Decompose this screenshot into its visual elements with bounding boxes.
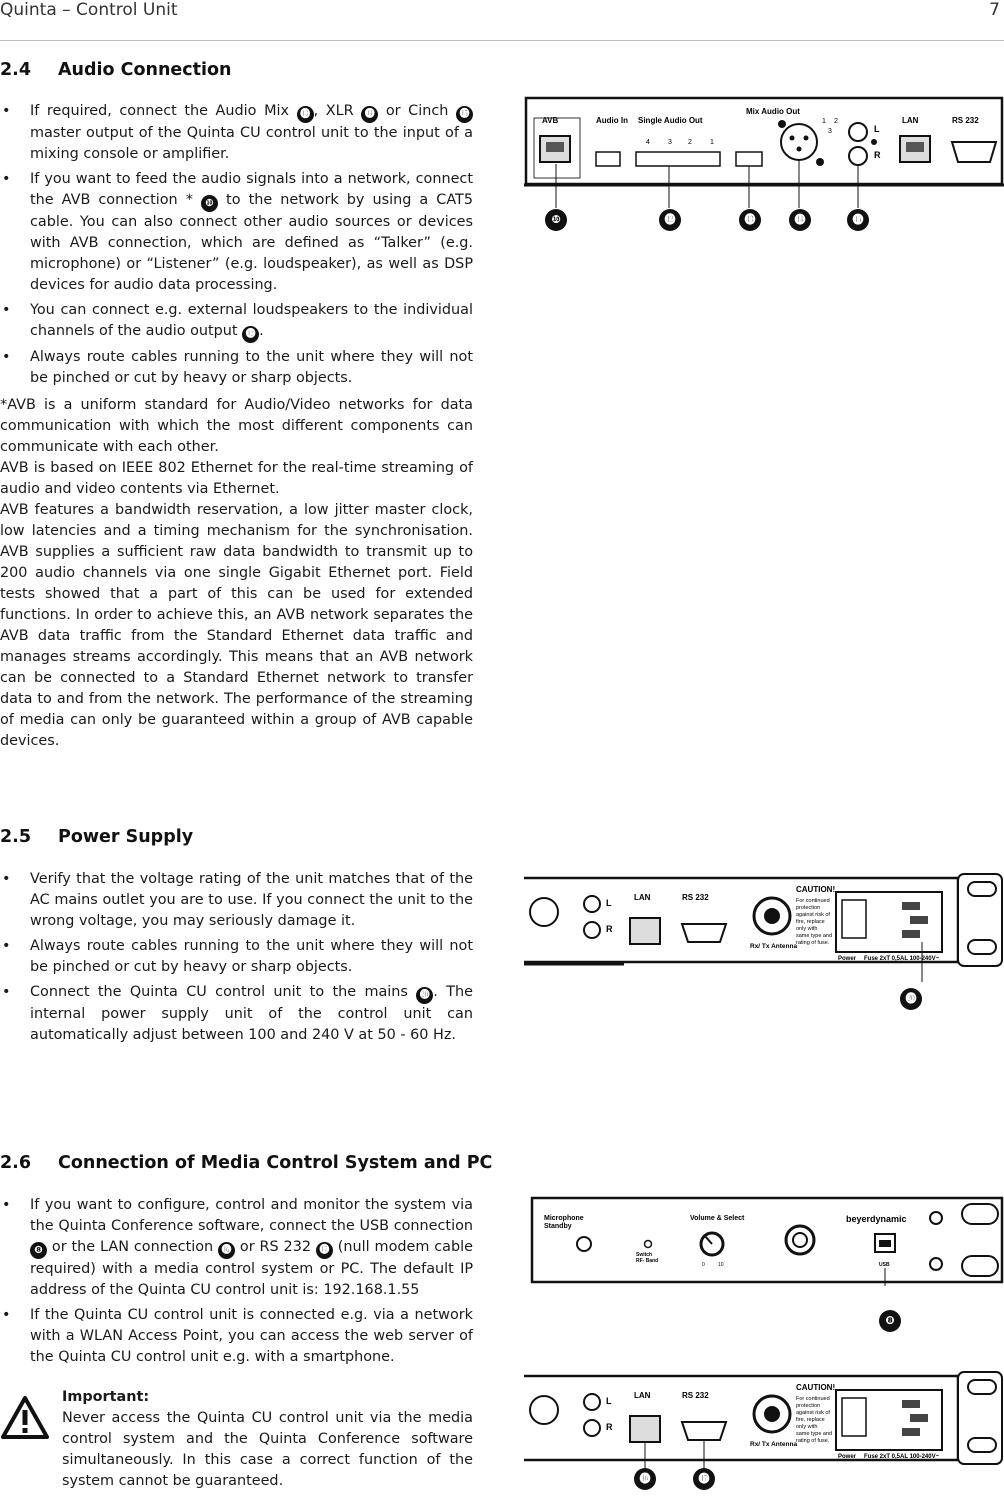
callout-badge: ⓭ [297, 106, 314, 123]
callout-badge: ⓱ [316, 1242, 333, 1259]
callout-12: ⓬ [659, 209, 681, 231]
label-fuse: Fuse 2xT 0,5AL 100-240V~ [864, 956, 940, 962]
svg-text:Switch: Switch [636, 1252, 653, 1258]
svg-text:fire, replace: fire, replace [796, 1417, 825, 1423]
bullet: • Always route cables running to the unit where they will not be pinched or cut by heavy or sharp objects. [0, 936, 473, 978]
lan-port [630, 918, 660, 944]
svg-text:fire, replace: fire, replace [796, 919, 825, 925]
svg-text:Power: Power [838, 1454, 857, 1460]
svg-text:rating of fuse.: rating of fuse. [796, 940, 830, 946]
svg-text:against risk of: against risk of [796, 912, 830, 918]
important-note [62, 1387, 473, 1492]
bullet: • If the Quinta CU control unit is connected e.g. via a network with a WLAN Access Point, you can access the web server of the Quinta CU control unit e.g. with a smartphone. [0, 1305, 473, 1368]
rf-band-switch [645, 1241, 652, 1248]
bullet: • Connect the Quinta CU control unit to the mains ⓴ . The internal power supply unit of the control unit can automatically adjust between 100 and 240 V at 50 - 60 Hz. [0, 982, 473, 1046]
svg-text:1: 1 [822, 118, 826, 125]
svg-text:R: R [874, 150, 881, 160]
callout-badge: ⓰ [218, 1242, 235, 1259]
callout-badge: ❿ [201, 195, 218, 212]
brand-logo: beyerdynamic [846, 1214, 907, 1224]
single-audio-out-terminal [636, 152, 720, 166]
audio-bullets [0, 101, 473, 393]
svg-text:L: L [874, 124, 880, 134]
label-power: Power [838, 956, 857, 962]
bullet: • If required, connect the Audio Mix ⓭ , XLR ⓮ or Cinch ⓯ master output of the Quinta CU control unit to the input of a mixing console or amplifier. [0, 101, 473, 165]
callout-badge: ⓬ [242, 326, 259, 343]
svg-text:Microphone: Microphone [544, 1215, 584, 1222]
rear-panel-power-figure [524, 872, 1004, 982]
svg-text:only with: only with [796, 1424, 818, 1430]
svg-text:RS 232: RS 232 [682, 1391, 709, 1400]
lan-port [630, 1416, 660, 1442]
svg-text:USB: USB [879, 1262, 890, 1268]
section-title: Power Supply [58, 827, 194, 847]
section-title: Audio Connection [58, 60, 232, 80]
svg-text:0: 0 [702, 1262, 705, 1268]
svg-text:3: 3 [668, 139, 672, 146]
callout-badge: ❽ [30, 1242, 47, 1259]
media-control-bullets [0, 1195, 473, 1372]
rs232-port [952, 142, 996, 162]
callout-badge: ⓴ [416, 987, 433, 1004]
callout-16: ⓰ [634, 1468, 656, 1490]
label-volume: Volume & Select [690, 1215, 745, 1222]
bullet: • Verify that the voltage rating of the unit matches that of the AC mains outlet you are to use. If you connect the unit to the wrong voltage, you may seriously damage it. [0, 869, 473, 932]
svg-text:only with: only with [796, 926, 818, 932]
power-bullets [0, 869, 473, 1050]
label-lan: LAN [634, 893, 651, 902]
audio-in-terminal [596, 152, 620, 166]
standby-button [577, 1237, 591, 1251]
header-divider [0, 40, 1004, 41]
callout-13: ⓭ [739, 209, 761, 231]
bullet: • Always route cables running to the unit where they will not be pinched or cut by heavy or sharp objects. [0, 347, 473, 389]
important-title: Important: [62, 1389, 150, 1405]
callout-15: ⓯ [847, 209, 869, 231]
bullet: • You can connect e.g. external loudspeakers to the individual channels of the audio output ⓬ . [0, 300, 473, 343]
bullet: • If you want to configure, control and monitor the system via the Quinta Conference software, connect the USB connection ❽ or the LAN connection ⓰ or RS 232 ⓱ (null modem cable required) with a media control system or PC. The default IP address of the Quinta CU control unit is: 192.168.1.55 [0, 1195, 473, 1301]
svg-text:Fuse 2xT 0,5AL 100-240V~: Fuse 2xT 0,5AL 100-240V~ [864, 1454, 940, 1460]
mix-audio-terminal [736, 152, 762, 166]
page-number: 7 [989, 0, 1000, 20]
power-switch [842, 900, 866, 938]
section-number: 2.5 [0, 827, 32, 847]
callout-20: ⓴ [900, 988, 922, 1010]
avb-explanation [0, 395, 473, 752]
cinch-right [849, 147, 867, 165]
bullet: • If you want to feed the audio signals into a network, connect the AVB connection * ❿ to the network by using a CAT5 cable. You can also connect other audio sources or devices with AVB connection, which are defined as “Talker” (e.g. microphone) or “Listener” (e.g. loudspeaker), as well as DSP devices for audio data processing. [0, 169, 473, 296]
callout-17: ⓱ [693, 1468, 715, 1490]
panel-outline [532, 1198, 1002, 1282]
rs232-port [682, 924, 726, 942]
svg-text:10: 10 [718, 1262, 724, 1268]
svg-text:L: L [606, 1396, 612, 1406]
svg-text:Rx/ Tx Antenna: Rx/ Tx Antenna [750, 1441, 798, 1448]
section-title: Connection of Media Control System and PC [58, 1153, 493, 1173]
svg-text:R: R [606, 1422, 613, 1432]
svg-text:protection: protection [796, 1403, 821, 1409]
svg-text:rating of fuse.: rating of fuse. [796, 1438, 830, 1444]
svg-text:LAN: LAN [634, 1391, 651, 1400]
label-rs232: RS 232 [682, 893, 709, 902]
xlr-output [781, 124, 817, 160]
callout-14: ⓮ [789, 209, 811, 231]
header-title: Quinta – Control Unit [0, 0, 178, 20]
section-heading-2-5 [0, 827, 193, 847]
paragraph: AVB features a bandwidth reservation, a low jitter master clock, low latencies and a timing mechanism for the synchronisation. AVB supplies a sufficient raw data bandwidth to transmit up to 200 audio channels via one single Gigabit Ethernet port. Field tests showed that a part of this can be used for extended functions. In order to achieve this, an AVB network separates the AVB data traffic from the Standard Ethernet data traffic and manages streams accordingly. This means that an AVB network can be connected to a Standard Ethernet network to transfer data to and from the network. The performance of the streaming of media can only be guaranteed within a group of AVB capable devices. [0, 502, 473, 749]
svg-text:RF- Band: RF- Band [636, 1258, 659, 1264]
svg-text:4: 4 [646, 139, 650, 146]
front-panel-figure [530, 1196, 1004, 1286]
callout-badge: ⓮ [361, 106, 378, 123]
svg-text:CAUTION!: CAUTION! [796, 1383, 836, 1392]
paragraph: AVB is based on IEEE 802 Ethernet for the real-time streaming of audio and video contents via Ethernet. [0, 460, 473, 497]
label-audio-in: Audio In [596, 116, 628, 125]
svg-text:protection: protection [796, 905, 821, 911]
label-single-audio-out: Single Audio Out [638, 116, 703, 125]
section-number: 2.4 [0, 60, 32, 80]
label-avb: AVB [542, 116, 559, 125]
callout-badge: ⓯ [456, 106, 473, 123]
cinch-left [849, 123, 867, 141]
svg-text:same type and: same type and [796, 1431, 833, 1437]
svg-text:For continued: For continued [796, 898, 830, 904]
callout-10: ❿ [545, 209, 567, 231]
caution-title: CAUTION! [796, 885, 836, 894]
label-rs232: RS 232 [952, 116, 979, 125]
rear-panel-network-figure [524, 1370, 1004, 1480]
svg-text:R: R [606, 924, 613, 934]
svg-text:against risk of: against risk of [796, 1410, 830, 1416]
section-heading-2-6 [0, 1153, 492, 1173]
paragraph: *AVB is a uniform standard for Audio/Video networks for data communication with which the most different components can communicate with each other. [0, 397, 473, 455]
rs232-port [682, 1422, 726, 1440]
rear-panel-audio-figure [524, 96, 1004, 246]
warning-icon [0, 1395, 50, 1441]
important-text: Never access the Quinta CU control unit via the media control system and the Quinta Conference software simultaneously. In this case a correct function of the system cannot be guaranteed. [62, 1410, 473, 1489]
section-number: 2.6 [0, 1153, 32, 1173]
label-antenna: Rx/ Tx Antenna [750, 943, 798, 950]
callout-8: ❽ [879, 1310, 901, 1332]
svg-text:same type and: same type and [796, 933, 833, 939]
svg-text:2: 2 [834, 118, 838, 125]
svg-text:1: 1 [710, 139, 714, 146]
svg-text:2: 2 [688, 139, 692, 146]
label-lan: LAN [902, 116, 919, 125]
svg-text:3: 3 [828, 128, 832, 135]
svg-text:Standby: Standby [544, 1223, 572, 1230]
section-heading-2-4 [0, 60, 232, 80]
label-mix-audio-out: Mix Audio Out [746, 107, 800, 116]
svg-text:For continued: For continued [796, 1396, 830, 1402]
svg-text:L: L [606, 898, 612, 908]
